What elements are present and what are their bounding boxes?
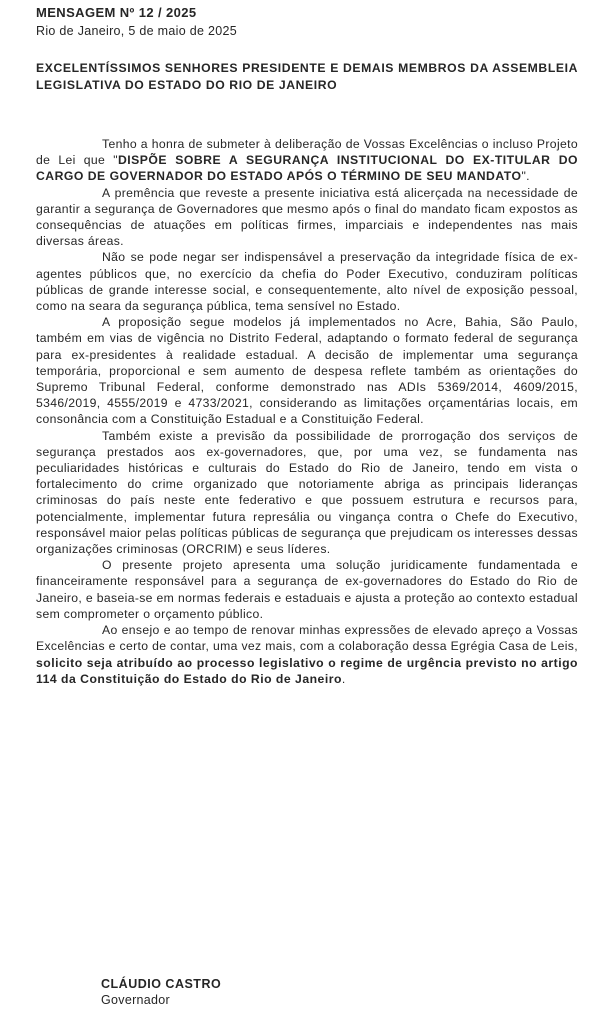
- paragraph: A premência que reveste a presente iniciativa está alicerçada na necessidade de garantir a segurança de Governadores que mesmo após o final do mandato ficam expostos as consequências de atuações em políticas firmes, imparciais e independentes nas mais diversas áreas.: [36, 185, 578, 249]
- signatory-name: CLÁUDIO CASTRO: [101, 977, 222, 991]
- signature-block: [101, 977, 221, 1007]
- paragraph: Também existe a previsão da possibilidade de prorrogação dos serviços de segurança prestados aos ex-governadores, que, por uma vez, se fundamenta nas peculiaridades históricas e culturais do Estado do Rio de Janeiro, tendo em vista o fortalecimento do crime organizado que notoriamente abriga as principais lideranças criminosas do país neste ente federativo e que possuem estrutura e recursos para, potencialmente, implementar futura represália ou vingança contra o Chefe do Executivo, responsável maior pelas políticas públicas de segurança que prejudicam os interesses dessas organizações criminosas (ORCRIM) e seus líderes.: [36, 428, 578, 557]
- paragraph-text: Ao ensejo e ao tempo de renovar minhas expressões de elevado apreço a Vossas Excelências e certo de contar, uma vez mais, com a colaboração dessa Egrégia Casa de Leis,: [36, 623, 578, 654]
- signatory-role: Governador: [101, 993, 171, 1007]
- message-number-title: MENSAGEM Nº 12 / 2025: [36, 5, 197, 20]
- bill-title: DISPÕE SOBRE A SEGURANÇA INSTITUCIONAL DO EX-TITULAR DO CARGO DE GOVERNADOR DO ESTADO APÓS O TÉRMINO DE SEU MANDATO: [36, 153, 579, 184]
- message-body: [36, 136, 578, 687]
- address-heading: EXCELENTÍSSIMOS SENHORES PRESIDENTE E DEMAIS MEMBROS DA ASSEMBLEIA LEGISLATIVA DO ESTADO DO RIO DE JANEIRO: [36, 61, 578, 92]
- paragraph: O presente projeto apresenta uma solução juridicamente fundamentada e financeiramente responsável para a segurança de ex-governadores do Estado do Rio de Janeiro, e baseia-se em normas federais e estaduais e ajusta a proteção ao contexto estadual sem comprometer o orçamento público.: [36, 558, 578, 621]
- urgency-request: solicito seja atribuído ao processo legislativo o regime de urgência previsto no artigo 114 da Constituição do Estado do Rio de Janeiro: [36, 655, 578, 686]
- paragraph: Não se pode negar ser indispensável a preservação da integridade física de ex-agentes públicos que, no exercício da chefia do Poder Executivo, conduziram políticas públicas de grande interesse social, e consequentemente, alto nível de exposição pessoal, como na seara da segurança pública, tema sensível no Estado.: [36, 250, 578, 314]
- message-date: Rio de Janeiro, 5 de maio de 2025: [36, 24, 238, 38]
- paragraph-text: .: [341, 671, 346, 686]
- paragraph: [36, 622, 578, 687]
- paragraph-text: Tenho a honra de submeter à deliberação de Vossas Excelências o incluso Projeto de Lei que ": [36, 137, 578, 168]
- paragraph: A proposição segue modelos já implementados no Acre, Bahia, São Paulo, também em vias de vigência no Distrito Federal, adaptando o formato federal de segurança para ex-presidentes à realidade estadual. A decisão de implementar uma segurança temporária, proporcional e sem aumento de despesa reflete também as orientações do Supremo Tribunal Federal, conforme demonstrado nas ADIs 5369/2014, 4609/2015, 5346/2019, 4555/2019 e 4733/2021, considerando as limitações orçamentárias locais, em consonância com a Constituição Estadual e a Constituição Federal.: [36, 315, 578, 427]
- paragraph-text: ".: [521, 169, 530, 184]
- paragraph: [36, 136, 578, 185]
